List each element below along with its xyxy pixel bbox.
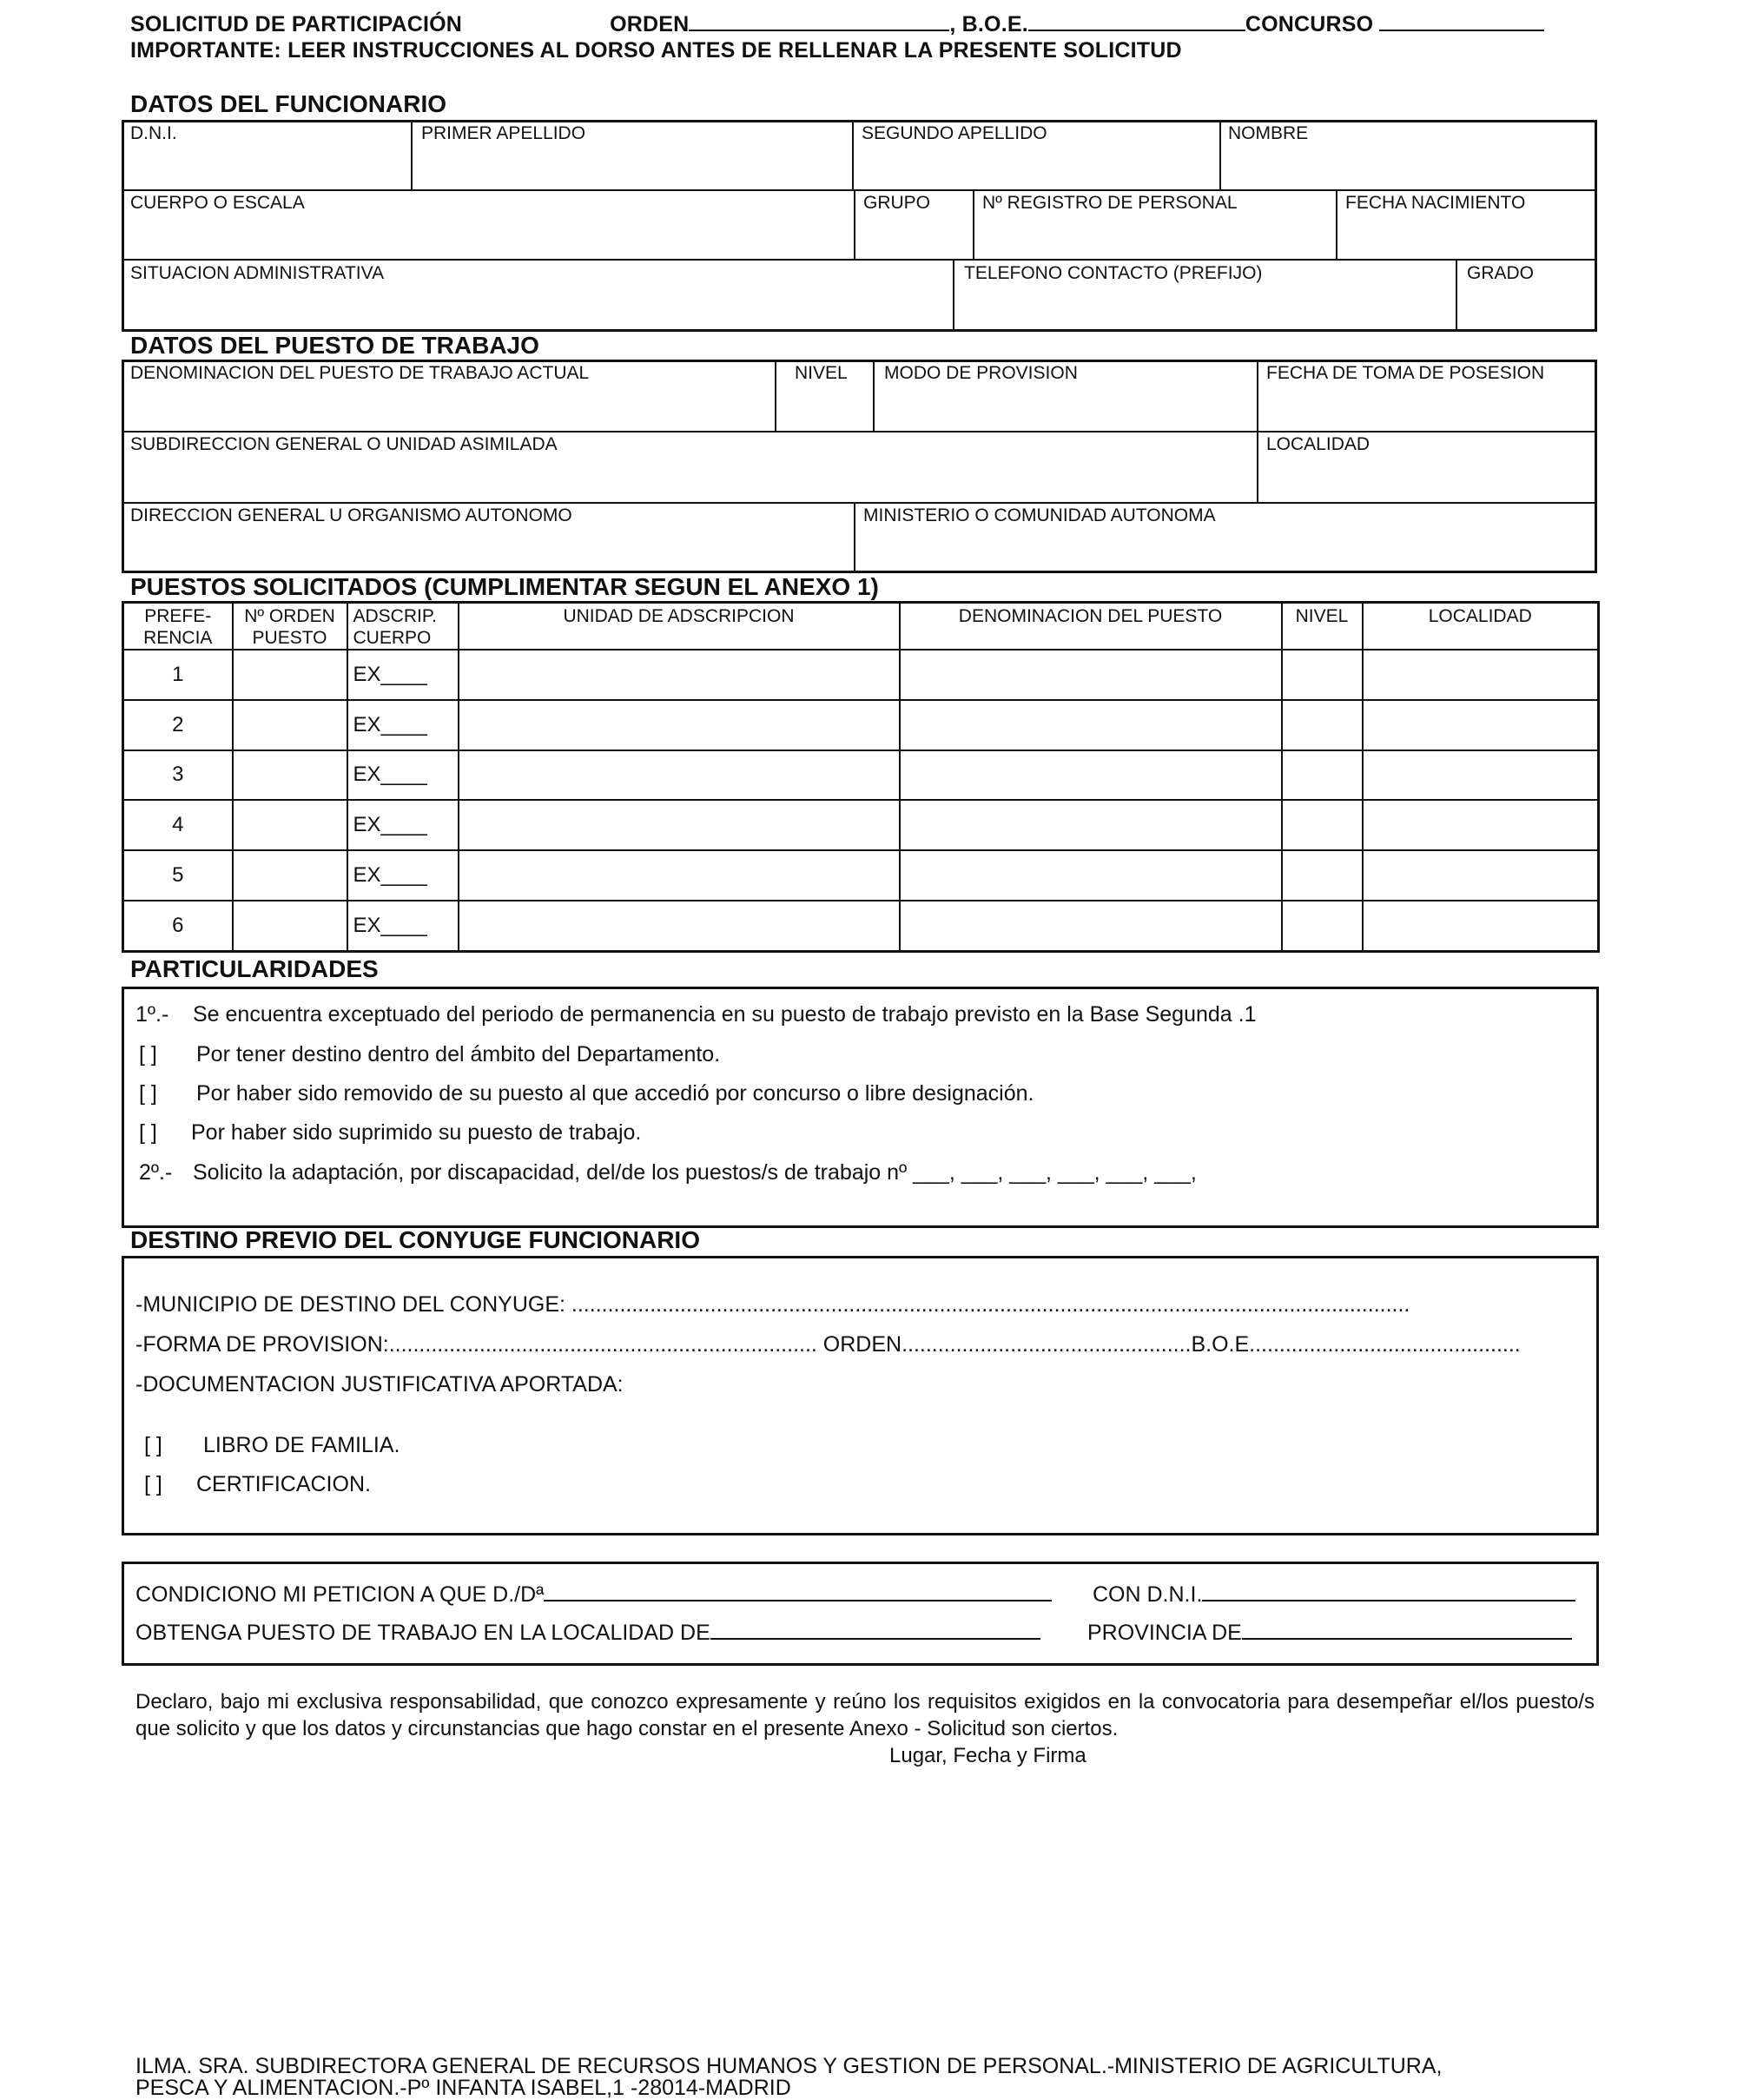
- condiciono-box: [122, 1562, 1599, 1666]
- concurso-field[interactable]: [1379, 10, 1544, 31]
- denominacion-cell[interactable]: [900, 800, 1282, 850]
- checkbox-libro-familia[interactable]: [ ]: [144, 1433, 162, 1457]
- orden-cell[interactable]: [233, 901, 347, 952]
- dni-field[interactable]: D.N.I.: [130, 123, 177, 143]
- municipio-field[interactable]: -MUNICIPIO DE DESTINO DEL CONYUGE: ...........................................................................................................................................: [135, 1292, 1410, 1317]
- denominacion-cell[interactable]: [900, 901, 1282, 952]
- section-title-funcionario: DATOS DEL FUNCIONARIO: [130, 90, 447, 117]
- table-row: [123, 800, 1599, 850]
- adaptation-request[interactable]: Solicito la adaptación, por discapacidad, del/de los puestos/s de trabajo nº ___, ___, ___, ___, ___, ___,: [193, 1160, 1197, 1185]
- option-ambito: Por tener destino dentro del ámbito del Departamento.: [196, 1042, 721, 1067]
- col-unidad-adscripcion: UNIDAD DE ADSCRIPCION: [459, 603, 900, 650]
- localidad-cell[interactable]: [1363, 750, 1599, 801]
- col-preferencia: PREFE- RENCIA: [123, 603, 233, 650]
- nivel-cell[interactable]: [1282, 850, 1363, 901]
- denominacion-cell[interactable]: [900, 700, 1282, 750]
- direccion-general-field[interactable]: DIRECCION GENERAL U ORGANISMO AUTONOMO: [130, 505, 572, 525]
- conyuge-dni-field[interactable]: [1202, 1581, 1575, 1601]
- exception-number: 1º.-: [135, 1002, 169, 1027]
- condiciono-dni: CON D.N.I.: [1093, 1581, 1575, 1608]
- preferencia-cell: 2: [123, 700, 233, 750]
- declaration-text: Declaro, bajo mi exclusiva responsabilidad, que conozco expresamente y reúno los requisitos exigidos en la convocatoria para desempeñar el/los puesto/s que solicito y que los datos y circunstancias que hago constar en el presente Anexo - Solicitud son ciertos.: [135, 1690, 1595, 1740]
- adaptation-number: 2º.-: [139, 1160, 173, 1185]
- adscripcion-cell[interactable]: EX____: [347, 700, 459, 750]
- adscripcion-cell[interactable]: EX____: [347, 800, 459, 850]
- preferencia-cell: 5: [123, 850, 233, 901]
- col-localidad: LOCALIDAD: [1363, 603, 1599, 650]
- table-row: [123, 650, 1599, 700]
- puesto-box: [122, 360, 1597, 573]
- checkbox-certificacion[interactable]: [ ]: [144, 1472, 162, 1496]
- table-row: [123, 700, 1599, 750]
- table-row: [123, 850, 1599, 901]
- localidad-cell[interactable]: [1363, 800, 1599, 850]
- funcionario-box: [122, 120, 1597, 332]
- exception-text: Se encuentra exceptuado del periodo de permanencia en su puesto de trabajo previsto en la Base Segunda .1: [193, 1002, 1257, 1027]
- adscripcion-cell[interactable]: EX____: [347, 750, 459, 801]
- checkbox-ambito[interactable]: [ ]: [139, 1042, 157, 1067]
- nivel-cell[interactable]: [1282, 650, 1363, 700]
- condiciono-text: CONDICIONO MI PETICION A QUE D./Dª: [135, 1581, 1052, 1608]
- unidad-cell[interactable]: [459, 850, 900, 901]
- orden-cell[interactable]: [233, 650, 347, 700]
- conyuge-name-field[interactable]: [544, 1581, 1052, 1601]
- telefono-field[interactable]: TELEFONO CONTACTO (PREFIJO): [964, 263, 1263, 283]
- checkbox-removido[interactable]: [ ]: [139, 1081, 157, 1106]
- localidad-actual-field[interactable]: LOCALIDAD: [1266, 434, 1370, 454]
- grupo-field[interactable]: GRUPO: [863, 193, 931, 213]
- section-title-conyuge: DESTINO PREVIO DEL CONYUGE FUNCIONARIO: [130, 1226, 700, 1253]
- preferencia-cell: 1: [123, 650, 233, 700]
- orden-cell[interactable]: [233, 850, 347, 901]
- unidad-cell[interactable]: [459, 650, 900, 700]
- denominacion-cell[interactable]: [900, 650, 1282, 700]
- preferencia-cell: 6: [123, 901, 233, 952]
- addressee-line-2: PESCA Y ALIMENTACION.-Pº INFANTA ISABEL,1 -28014-MADRID: [135, 2076, 791, 2100]
- form-title: SOLICITUD DE PARTICIPACIÓN: [130, 12, 463, 36]
- localidad-condicion-text: OBTENGA PUESTO DE TRABAJO EN LA LOCALIDAD DE: [135, 1619, 1040, 1646]
- concurso-label: CONCURSO: [1245, 12, 1374, 36]
- instructions-notice: IMPORTANTE: LEER INSTRUCCIONES AL DORSO ANTES DE RELLENAR LA PRESENTE SOLICITUD: [130, 38, 1182, 63]
- nivel-cell[interactable]: [1282, 700, 1363, 750]
- adscripcion-cell[interactable]: EX____: [347, 901, 459, 952]
- localidad-cell[interactable]: [1363, 901, 1599, 952]
- nivel-cell[interactable]: [1282, 901, 1363, 952]
- localidad-cell[interactable]: [1363, 700, 1599, 750]
- libro-familia-label: LIBRO DE FAMILIA.: [203, 1433, 400, 1457]
- unidad-cell[interactable]: [459, 901, 900, 952]
- orden-label: ORDEN: [610, 12, 690, 36]
- registro-personal-field[interactable]: Nº REGISTRO DE PERSONAL: [982, 193, 1238, 213]
- fecha-nacimiento-field[interactable]: FECHA NACIMIENTO: [1345, 193, 1526, 213]
- col-numero-orden: Nº ORDEN PUESTO: [233, 603, 347, 650]
- denominacion-actual-field[interactable]: DENOMINACION DEL PUESTO DE TRABAJO ACTUAL: [130, 363, 590, 383]
- adscripcion-cell[interactable]: EX____: [347, 650, 459, 700]
- orden-cell[interactable]: [233, 700, 347, 750]
- option-removido: Por haber sido removido de su puesto al que accedió por concurso o libre designación.: [196, 1081, 1034, 1106]
- provincia-condicion-text: PROVINCIA DE: [1087, 1619, 1572, 1646]
- preferencia-cell: 4: [123, 800, 233, 850]
- orden-field[interactable]: [689, 10, 949, 31]
- table-header-row: [123, 603, 1599, 650]
- provincia-condicion-field[interactable]: [1242, 1619, 1572, 1640]
- boe-label: , B.O.E.: [949, 12, 1028, 36]
- localidad-cell[interactable]: [1363, 650, 1599, 700]
- table-row: [123, 901, 1599, 952]
- form-header: [130, 10, 1544, 37]
- addressee-line-1: ILMA. SRA. SUBDIRECTORA GENERAL DE RECURSOS HUMANOS Y GESTION DE PERSONAL.-MINISTERIO DE AGRICULTURA,: [135, 2054, 1443, 2078]
- puestos-solicitados-table: [122, 601, 1600, 953]
- unidad-cell[interactable]: [459, 800, 900, 850]
- orden-cell[interactable]: [233, 750, 347, 801]
- primer-apellido-field[interactable]: PRIMER APELLIDO: [421, 123, 586, 143]
- unidad-cell[interactable]: [459, 700, 900, 750]
- nombre-field[interactable]: NOMBRE: [1228, 123, 1309, 143]
- boe-field[interactable]: [1028, 10, 1245, 31]
- cuerpo-escala-field[interactable]: CUERPO O ESCALA: [130, 193, 305, 213]
- localidad-cell[interactable]: [1363, 850, 1599, 901]
- certificacion-label: CERTIFICACION.: [196, 1472, 371, 1496]
- denominacion-cell[interactable]: [900, 850, 1282, 901]
- signature-label[interactable]: Lugar, Fecha y Firma: [889, 1744, 1086, 1767]
- table-row: [123, 750, 1599, 801]
- col-nivel: NIVEL: [1282, 603, 1363, 650]
- documentacion-label: -DOCUMENTACION JUSTIFICATIVA APORTADA:: [135, 1372, 624, 1397]
- col-adscripcion: ADSCRIP. CUERPO: [347, 603, 459, 650]
- unidad-cell[interactable]: [459, 750, 900, 801]
- option-suprimido: Por haber sido suprimido su puesto de trabajo.: [191, 1120, 642, 1145]
- localidad-condicion-field[interactable]: [710, 1619, 1040, 1640]
- segundo-apellido-field[interactable]: SEGUNDO APELLIDO: [862, 123, 1047, 143]
- subdireccion-field[interactable]: SUBDIRECCION GENERAL O UNIDAD ASIMILADA: [130, 434, 558, 454]
- orden-cell[interactable]: [233, 800, 347, 850]
- nivel-cell[interactable]: [1282, 750, 1363, 801]
- section-title-puesto: DATOS DEL PUESTO DE TRABAJO: [130, 332, 539, 359]
- forma-provision-field[interactable]: -FORMA DE PROVISION:....................................................................... ORDEN................................................B.O.E.............................................: [135, 1332, 1521, 1357]
- denominacion-cell[interactable]: [900, 750, 1282, 801]
- modo-provision-field[interactable]: MODO DE PROVISION: [884, 363, 1078, 383]
- col-denominacion: DENOMINACION DEL PUESTO: [900, 603, 1282, 650]
- section-title-solicitados: PUESTOS SOLICITADOS (CUMPLIMENTAR SEGUN EL ANEXO 1): [130, 573, 879, 600]
- ministerio-field[interactable]: MINISTERIO O COMUNIDAD AUTONOMA: [863, 505, 1216, 525]
- checkbox-suprimido[interactable]: [ ]: [139, 1120, 157, 1145]
- preferencia-cell: 3: [123, 750, 233, 801]
- adscripcion-cell[interactable]: EX____: [347, 850, 459, 901]
- grado-field[interactable]: GRADO: [1467, 263, 1535, 283]
- section-title-particularidades: PARTICULARIDADES: [130, 955, 379, 982]
- nivel-cell[interactable]: [1282, 800, 1363, 850]
- situacion-administrativa-field[interactable]: SITUACION ADMINISTRATIVA: [130, 263, 385, 283]
- fecha-toma-posesion-field[interactable]: FECHA DE TOMA DE POSESION: [1266, 363, 1545, 383]
- nivel-actual-field[interactable]: NIVEL: [795, 363, 848, 383]
